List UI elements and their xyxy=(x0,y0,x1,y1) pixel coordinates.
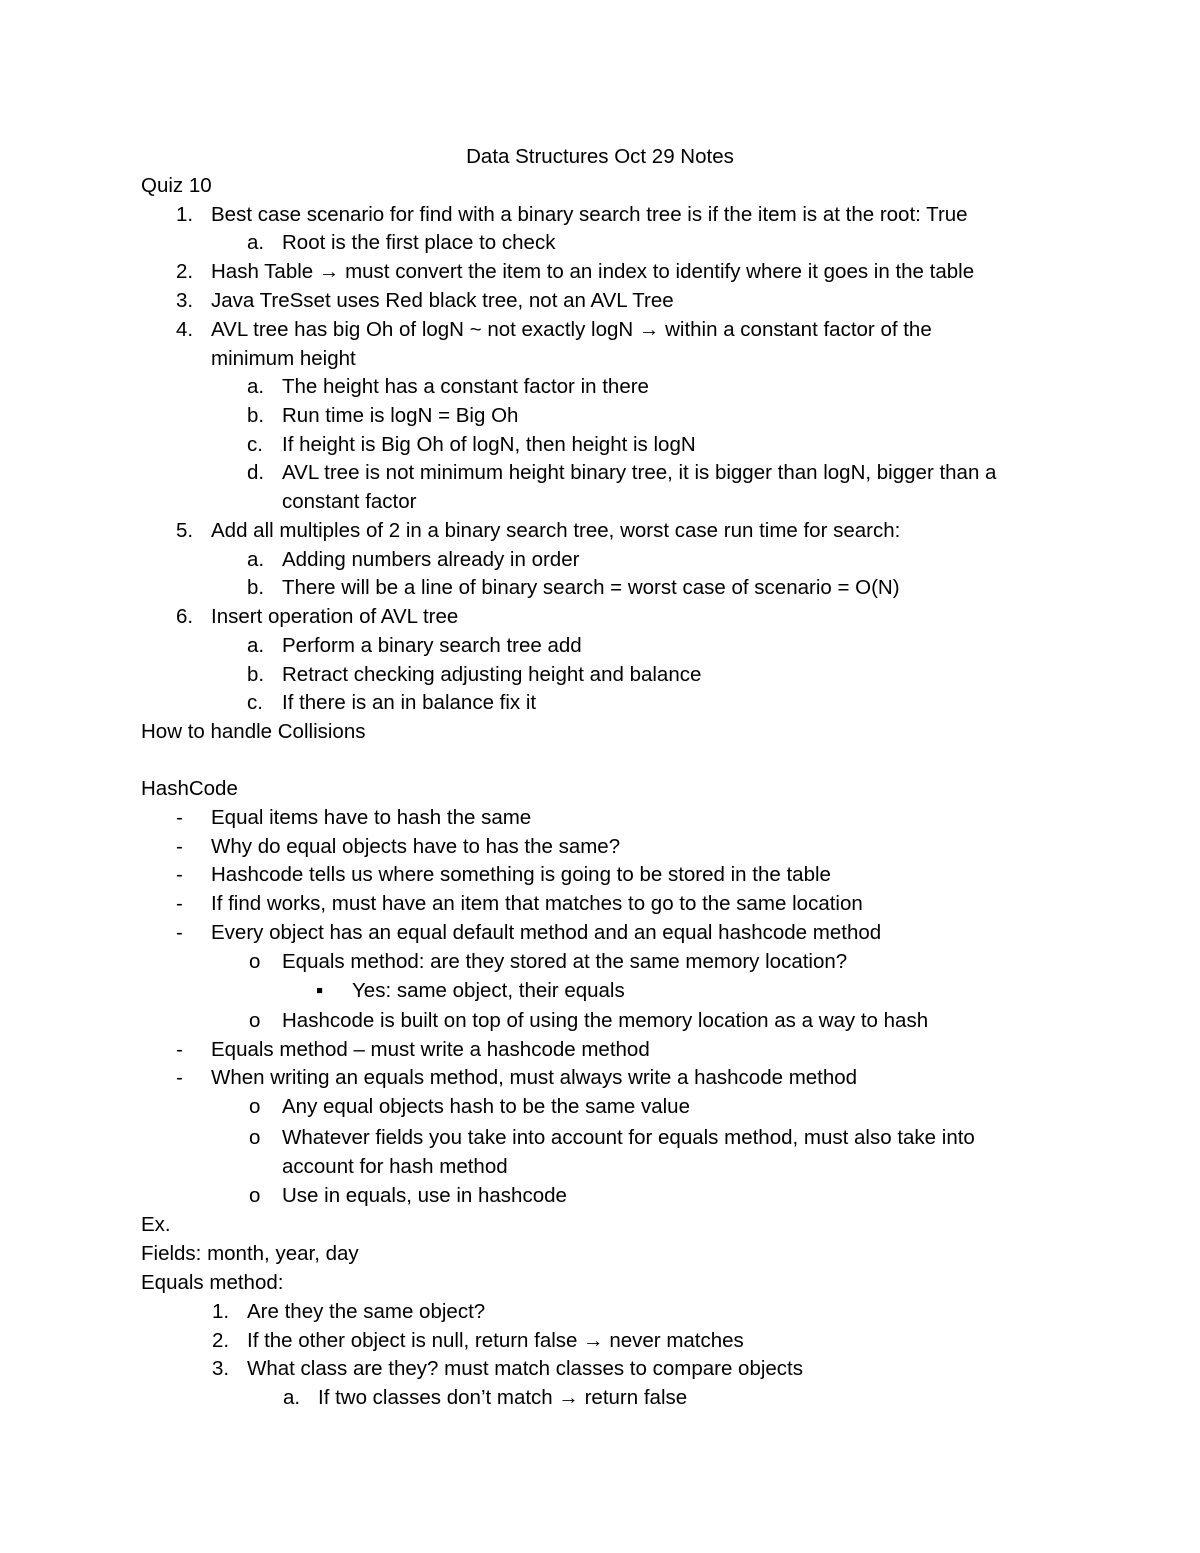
bullet-item xyxy=(176,1063,858,1092)
bullet-item-text: Why do equal objects have to has the same? xyxy=(211,835,621,858)
sub-bullet-item xyxy=(249,1006,929,1035)
dash-bullet: - xyxy=(176,921,183,944)
circle-bullet: o xyxy=(249,1095,261,1118)
list-item-text: What class are they? must match classes to compare objects xyxy=(247,1357,804,1380)
list-subitem xyxy=(283,1383,688,1412)
list-subitem-text: The height has a constant factor in there xyxy=(282,375,649,398)
list-number: 1. xyxy=(212,1300,230,1323)
collisions-heading: How to handle Collisions xyxy=(141,720,366,743)
list-item xyxy=(212,1354,804,1383)
list-item xyxy=(176,602,459,631)
bullet-item-text: Hashcode tells us where something is going to be stored in the table xyxy=(211,863,831,886)
list-number: 5. xyxy=(176,519,194,542)
list-number: 3. xyxy=(176,289,194,312)
list-item-text: If the other object is null, return false → never matches xyxy=(247,1329,744,1352)
fields-line: Fields: month, year, day xyxy=(141,1242,359,1265)
list-item-text: AVL tree has big Oh of logN ~ not exactly logN → within a constant factor of the xyxy=(211,318,932,341)
list-item xyxy=(176,200,968,229)
list-letter: b. xyxy=(247,576,265,599)
circle-bullet: o xyxy=(249,950,261,973)
circle-bullet: o xyxy=(249,1009,261,1032)
list-letter: c. xyxy=(247,691,263,714)
list-number: 2. xyxy=(212,1329,230,1352)
list-number: 4. xyxy=(176,318,194,341)
circle-bullet: o xyxy=(249,1126,261,1149)
bullet-item-text: Every object has an equal default method and an equal hashcode method xyxy=(211,921,882,944)
equals-heading: Equals method: xyxy=(141,1271,284,1294)
list-subitem-text: There will be a line of binary search = worst case of scenario = O(N) xyxy=(282,576,900,599)
list-item xyxy=(212,1326,744,1355)
list-number: 1. xyxy=(176,203,194,226)
sub-bullet-text: Use in equals, use in hashcode xyxy=(282,1184,567,1207)
sub-bullet-text: Any equal objects hash to be the same value xyxy=(282,1095,690,1118)
list-number: 6. xyxy=(176,605,194,628)
list-subitem xyxy=(247,430,696,459)
list-subitem-text: Root is the first place to check xyxy=(282,231,556,254)
bullet-item xyxy=(176,860,831,889)
circle-bullet: o xyxy=(249,1184,261,1207)
sub-bullet-item xyxy=(249,947,848,976)
dash-bullet: - xyxy=(176,1038,183,1061)
list-subitem xyxy=(247,631,582,660)
list-subitem-text: Perform a binary search tree add xyxy=(282,634,582,657)
list-letter: a. xyxy=(247,548,265,571)
list-subitem-continuation: constant factor xyxy=(282,490,417,513)
bullet-item-text: Equal items have to hash the same xyxy=(211,806,532,829)
sub-bullet-text: Hashcode is built on top of using the memory location as a way to hash xyxy=(282,1009,929,1032)
list-item-text: Insert operation of AVL tree xyxy=(211,605,459,628)
list-subitem xyxy=(247,228,556,257)
list-item xyxy=(212,1297,486,1326)
list-subitem-text: If there is an in balance fix it xyxy=(282,691,537,714)
sub-bullet-item xyxy=(249,1092,690,1121)
bullet-item xyxy=(176,803,532,832)
list-subitem xyxy=(247,401,519,430)
list-item-text: Java TreSset uses Red black tree, not an AVL Tree xyxy=(211,289,674,312)
dash-bullet: - xyxy=(176,835,183,858)
list-subitem xyxy=(247,660,702,689)
sub-sub-bullet-text: Yes: same object, their equals xyxy=(352,979,625,1002)
bullet-item-text: If find works, must have an item that matches to go to the same location xyxy=(211,892,863,915)
list-letter: d. xyxy=(247,461,265,484)
page-title: Data Structures Oct 29 Notes xyxy=(466,145,734,168)
list-subitem-text: If two classes don’t match → return false xyxy=(318,1386,688,1409)
list-letter: b. xyxy=(247,404,265,427)
dash-bullet: - xyxy=(176,892,183,915)
list-number: 2. xyxy=(176,260,194,283)
list-item xyxy=(176,257,975,286)
list-number: 3. xyxy=(212,1357,230,1380)
list-subitem-text: If height is Big Oh of logN, then height is logN xyxy=(282,433,696,456)
sub-sub-bullet-item xyxy=(316,976,625,1005)
dash-bullet: - xyxy=(176,806,183,829)
list-letter: b. xyxy=(247,663,265,686)
list-subitem xyxy=(247,573,900,602)
list-item xyxy=(176,516,901,545)
list-subitem-text: Run time is logN = Big Oh xyxy=(282,404,519,427)
bullet-item xyxy=(176,918,882,947)
list-letter: c. xyxy=(247,433,263,456)
list-letter: a. xyxy=(247,231,265,254)
sub-bullet-item xyxy=(249,1181,567,1210)
list-subitem-text: Retract checking adjusting height and balance xyxy=(282,663,702,686)
sub-bullet-continuation: account for hash method xyxy=(282,1155,508,1178)
list-item xyxy=(176,286,674,315)
sub-bullet-text: Equals method: are they stored at the same memory location? xyxy=(282,950,848,973)
list-letter: a. xyxy=(247,634,265,657)
list-item-text: Add all multiples of 2 in a binary search tree, worst case run time for search: xyxy=(211,519,901,542)
list-item-text: Are they the same object? xyxy=(247,1300,486,1323)
example-label: Ex. xyxy=(141,1213,171,1236)
list-item-text: Best case scenario for find with a binary search tree is if the item is at the root: True xyxy=(211,203,968,226)
list-subitem-text: AVL tree is not minimum height binary tree, it is bigger than logN, bigger than a xyxy=(282,461,997,484)
bullet-item xyxy=(176,889,863,918)
list-subitem xyxy=(247,372,649,401)
list-item-continuation: minimum height xyxy=(211,347,356,370)
dash-bullet: - xyxy=(176,1066,183,1089)
quiz-heading: Quiz 10 xyxy=(141,174,212,197)
square-bullet: ▪ xyxy=(316,979,324,1002)
dash-bullet: - xyxy=(176,863,183,886)
list-letter: a. xyxy=(247,375,265,398)
sub-bullet-text: Whatever fields you take into account for equals method, must also take into xyxy=(282,1126,975,1149)
hashcode-heading: HashCode xyxy=(141,777,238,800)
list-item-text: Hash Table → must convert the item to an index to identify where it goes in the table xyxy=(211,260,975,283)
sub-bullet-item xyxy=(249,1123,975,1152)
list-subitem-text: Adding numbers already in order xyxy=(282,548,580,571)
list-subitem xyxy=(247,458,997,487)
list-letter: a. xyxy=(283,1386,301,1409)
list-subitem xyxy=(247,688,537,717)
bullet-item xyxy=(176,1035,650,1064)
bullet-item xyxy=(176,832,621,861)
bullet-item-text: When writing an equals method, must always write a hashcode method xyxy=(211,1066,858,1089)
list-item xyxy=(176,315,932,344)
list-subitem xyxy=(247,545,580,574)
bullet-item-text: Equals method – must write a hashcode method xyxy=(211,1038,650,1061)
